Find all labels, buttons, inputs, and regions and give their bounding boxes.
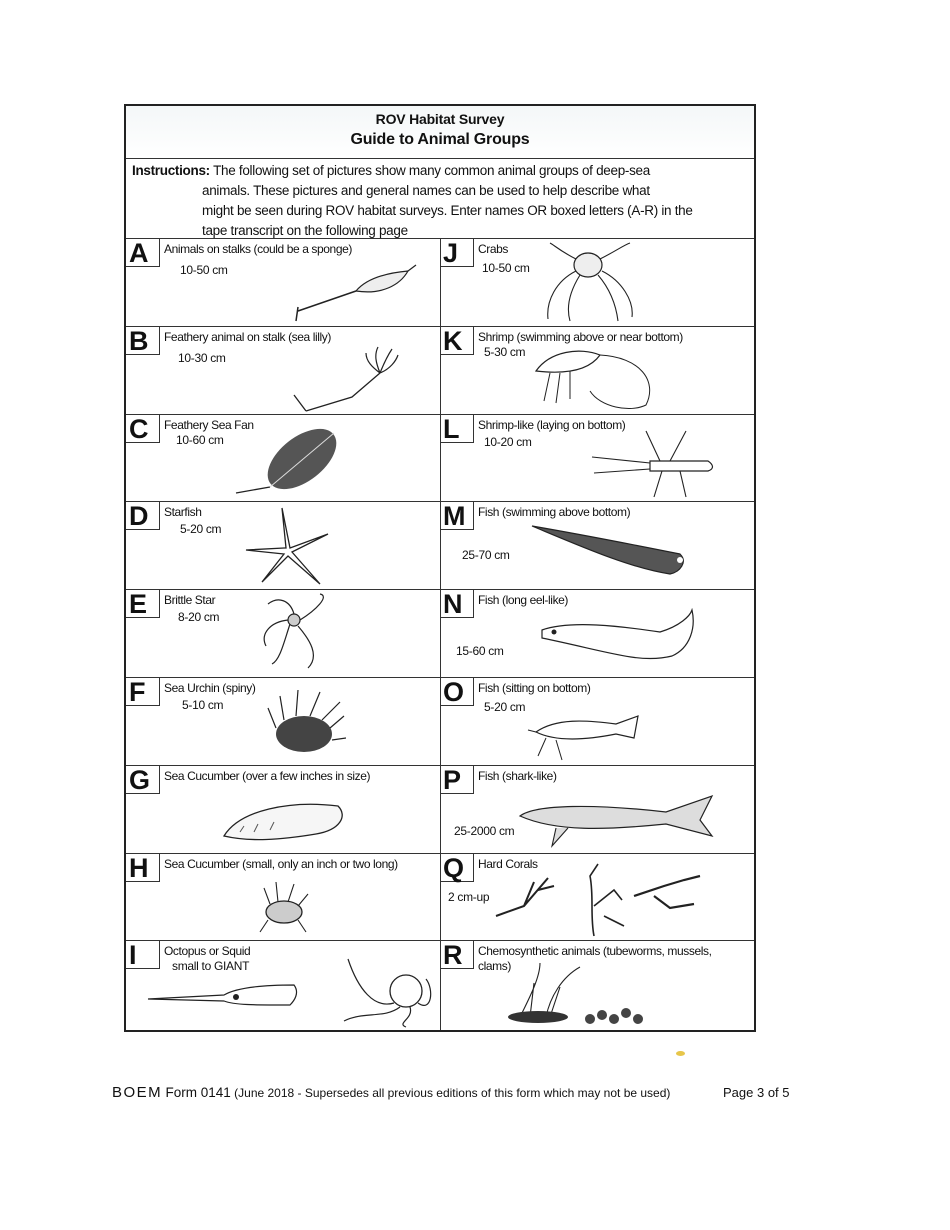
- group-g: [126, 766, 440, 854]
- left-column: [126, 239, 441, 1030]
- sponge-on-stalk-icon: [286, 259, 426, 323]
- group-name: Chemosynthetic animals (tubeworms, mussels, clams): [478, 944, 712, 974]
- group-a: [126, 239, 440, 327]
- group-letter: B: [126, 327, 160, 355]
- instructions-line-2: animals. These pictures and general names can be used to help describe what: [202, 183, 650, 198]
- agency-name: BOEM: [112, 1084, 163, 1101]
- group-name: Brittle Star: [164, 593, 216, 608]
- group-name: Shrimp-like (laying on bottom): [478, 417, 626, 432]
- group-b: [126, 327, 440, 415]
- group-letter: C: [126, 415, 160, 443]
- scan-speck: [676, 1051, 685, 1056]
- group-name: Feathery animal on stalk (sea lilly): [164, 329, 332, 344]
- lobster-icon: [590, 421, 720, 501]
- group-c: [126, 415, 440, 503]
- small-sea-cucumber-icon: [254, 876, 314, 938]
- form-note: (June 2018 - Supersedes all previous editions of this form which may not be used): [234, 1086, 671, 1100]
- group-size: 5-30 cm: [484, 344, 526, 359]
- group-d: [126, 502, 440, 590]
- guide-title: Guide to Animal Groups: [350, 131, 530, 148]
- instructions-line-3: might be seen during ROV habitat surveys. Enter names OR boxed letters (A-R) in the: [202, 203, 693, 218]
- group-letter: A: [126, 239, 160, 267]
- sea-fan-icon: [230, 421, 350, 501]
- group-name: Fish (sitting on bottom): [478, 680, 591, 695]
- group-name: Shrimp (swimming above or near bottom): [478, 329, 683, 344]
- group-size: 5-20 cm: [180, 522, 222, 537]
- group-size: small to GIANT: [172, 959, 250, 974]
- shrimp-icon: [530, 341, 660, 413]
- group-letter: P: [440, 766, 474, 794]
- group-e: [126, 590, 440, 678]
- group-name: Fish (shark-like): [478, 768, 557, 783]
- hard-coral-icon: [494, 856, 714, 940]
- group-size: 2 cm-up: [448, 889, 490, 904]
- group-size: 15-60 cm: [456, 644, 504, 659]
- group-name: Sea Cucumber (over a few inches in size): [164, 768, 371, 783]
- survey-title: ROV Habitat Survey: [375, 111, 505, 127]
- group-letter: Q: [440, 854, 474, 882]
- group-f: [126, 678, 440, 766]
- group-name: Starfish: [164, 505, 202, 520]
- group-p: [440, 766, 754, 854]
- instructions-line-4: tape transcript on the following page: [202, 223, 408, 238]
- animal-guide-form: [124, 104, 756, 1032]
- page-footer: [112, 1084, 790, 1101]
- group-letter: H: [126, 854, 160, 882]
- brittle-star-icon: [250, 590, 340, 676]
- instructions: [126, 159, 754, 239]
- starfish-icon: [242, 504, 332, 588]
- form-number: Form 0141: [165, 1085, 231, 1100]
- crab-icon: [536, 241, 646, 325]
- group-letter: F: [126, 678, 160, 706]
- group-name: Animals on stalks (could be a sponge): [164, 242, 352, 256]
- group-name: Octopus or Squid: [164, 944, 251, 959]
- tubeworm-icon: [490, 957, 650, 1029]
- group-l: [440, 415, 754, 503]
- group-size: 25-2000 cm: [454, 823, 515, 838]
- sea-urchin-icon: [266, 688, 346, 760]
- group-size: 10-50 cm: [180, 263, 228, 277]
- group-size: 10-50 cm: [482, 261, 530, 275]
- sea-lily-icon: [286, 337, 426, 413]
- group-k: [440, 327, 754, 415]
- group-letter: D: [126, 502, 160, 530]
- group-letter: G: [126, 766, 160, 794]
- group-name: Fish (long eel-like): [478, 593, 569, 608]
- group-name: Fish (swimming above bottom): [478, 505, 631, 520]
- page-number: Page 3 of 5: [723, 1085, 790, 1100]
- group-letter: J: [440, 239, 474, 267]
- group-q: [440, 854, 754, 942]
- sea-cucumber-icon: [220, 796, 350, 844]
- group-o: [440, 678, 754, 766]
- group-r: [440, 941, 754, 1029]
- group-letter: N: [440, 590, 474, 618]
- group-name: Hard Corals: [478, 856, 538, 871]
- eel-icon: [540, 608, 700, 670]
- group-size: 25-70 cm: [462, 548, 510, 563]
- animal-groups-grid: [126, 239, 754, 1030]
- instructions-label: Instructions:: [132, 163, 210, 178]
- group-size: 10-60 cm: [176, 432, 224, 447]
- group-name: Crabs: [478, 242, 509, 256]
- group-h: [126, 854, 440, 942]
- group-letter: M: [440, 502, 474, 530]
- group-size: 5-20 cm: [484, 699, 526, 714]
- group-letter: E: [126, 590, 160, 618]
- guide-header: [126, 106, 754, 159]
- group-letter: L: [440, 415, 474, 443]
- group-name: Sea Urchin (spiny): [164, 680, 256, 695]
- group-n: [440, 590, 754, 678]
- right-column: [440, 239, 754, 1030]
- group-i: [126, 941, 440, 1029]
- octopus-squid-icon: [144, 949, 434, 1029]
- group-size: 5-10 cm: [182, 697, 224, 712]
- group-name: Sea Cucumber (small, only an inch or two long): [164, 856, 398, 871]
- group-m: [440, 502, 754, 590]
- group-size: 10-30 cm: [178, 350, 226, 365]
- group-letter: K: [440, 327, 474, 355]
- group-letter: R: [440, 941, 474, 969]
- shark-icon: [516, 786, 716, 848]
- group-size: 8-20 cm: [178, 610, 220, 625]
- group-letter: O: [440, 678, 474, 706]
- group-letter: I: [126, 941, 160, 969]
- group-j: [440, 239, 754, 327]
- group-name: Feathery Sea Fan: [164, 417, 254, 432]
- group-size: 10-20 cm: [484, 434, 532, 449]
- instructions-line-1: The following set of pictures show many common animal groups of deep-sea: [213, 163, 650, 178]
- tripod-fish-icon: [526, 708, 646, 764]
- rattail-fish-icon: [530, 520, 700, 582]
